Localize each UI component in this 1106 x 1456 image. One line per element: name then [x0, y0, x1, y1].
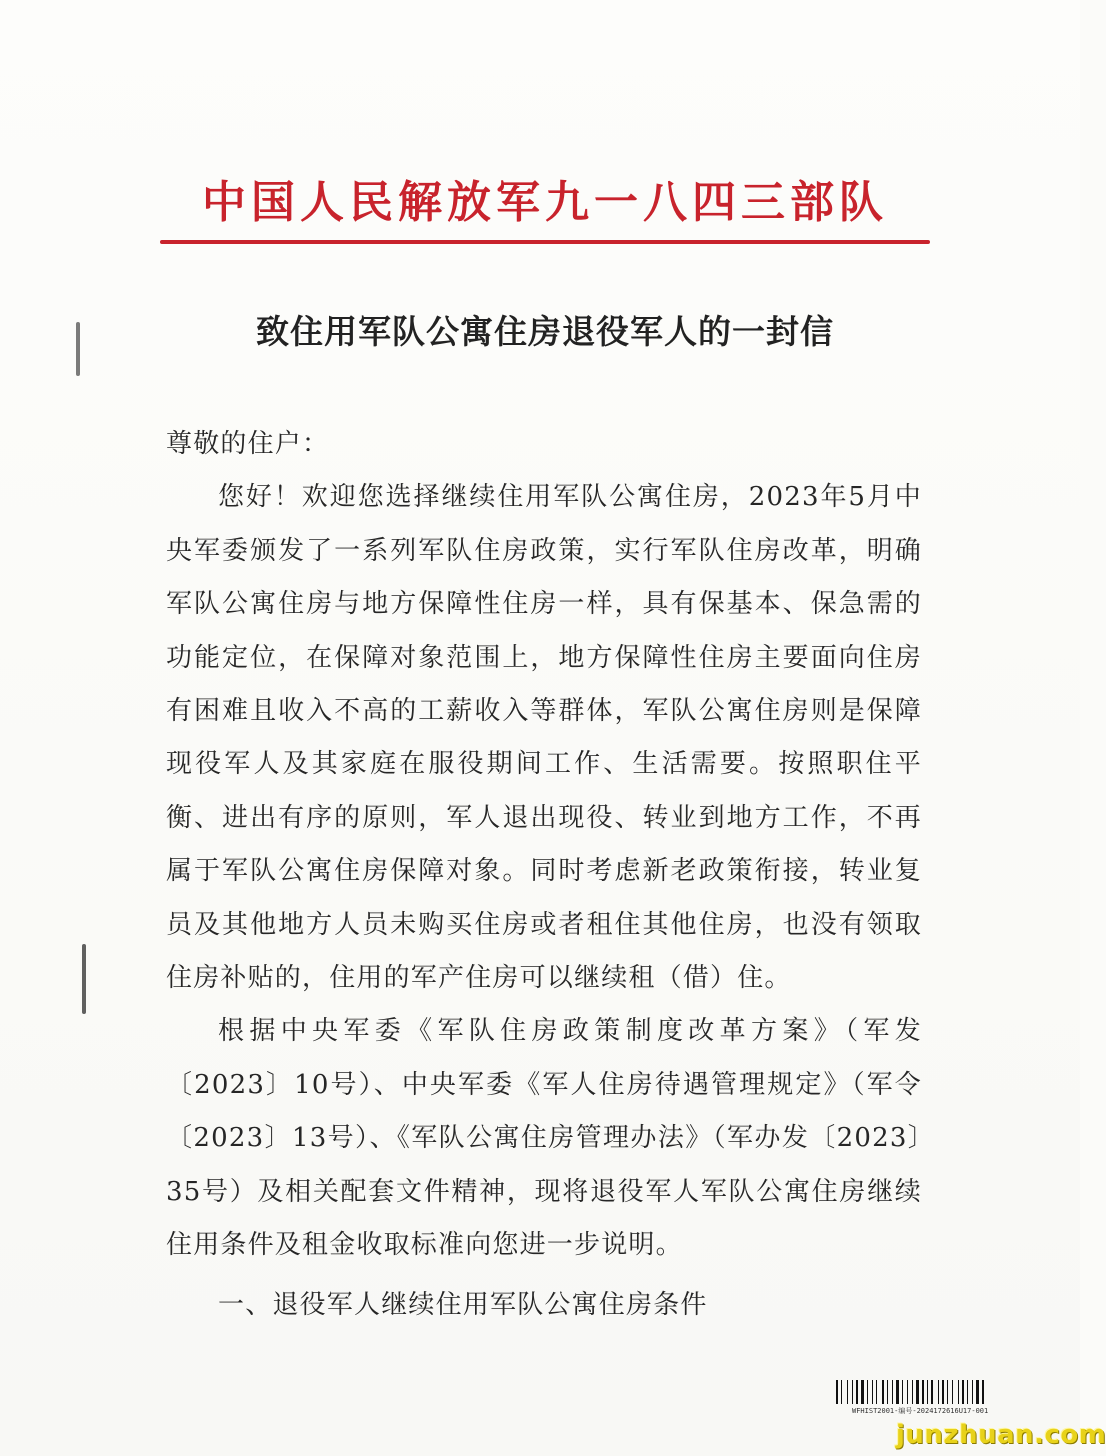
- barcode-bar: [841, 1380, 842, 1404]
- site-watermark: junzhuan.com: [896, 1420, 1106, 1450]
- barcode-bar: [887, 1380, 888, 1404]
- barcode-bar: [892, 1380, 893, 1404]
- barcode-bar: [847, 1380, 848, 1404]
- document-title: 致住用军队公寓住房退役军人的一封信: [256, 312, 834, 351]
- barcode-bar: [896, 1380, 899, 1404]
- barcode-bar: [867, 1380, 868, 1404]
- barcode-bar: [931, 1380, 933, 1404]
- paragraph-intro: 您好！欢迎您选择继续住用军队公寓住房，2023年5月中央军委颁发了一系列军队住房政策，实行军队住房改革，明确军队公寓住房与地方保障性住房一样，具有保基本、保急需的功能定位，在保障对象范围上，地方保障性住房主要面向住房有困难且收入不高的工薪收入等群体，军队公寓住房则是保障现役军人及其家庭在服役期间工作、生活需要。按照职住平衡、进出有序的原则，军人退出现役、转业到地方工作，不再属于军队公寓住房保障对象。同时考虑新老政策衔接，转业复员及其他地方人员未购买住房或者租住其他住房，也没有领取住房补贴的，住用的军产住房可以继续租（借）住。: [166, 482, 922, 994]
- letter-body: [166, 418, 922, 1332]
- barcode-bar: [836, 1380, 838, 1404]
- barcode-bar: [942, 1380, 944, 1404]
- barcode-bar: [907, 1380, 908, 1404]
- header-red-rule: [160, 240, 930, 244]
- barcode-bar: [902, 1380, 903, 1404]
- punch-hole-mark: [82, 944, 86, 1014]
- section-heading: 一、退役军人继续住用军队公寓住房条件: [218, 1289, 708, 1320]
- barcode-bar: [972, 1380, 973, 1404]
- punch-hole-mark: [76, 322, 80, 376]
- barcode-bar: [982, 1380, 984, 1404]
- paragraph-policy-basis: 根据中央军委《军队住房政策制度改革方案》（军发〔2023〕10号）、中央军委《军人住房待遇管理规定》（军令〔2023〕13号）、《军队公寓住房管理办法》（军办发〔2023〕35号）及相关配套文件精神，现将退役军人军队公寓住房继续住用条件及租金收取标准向您进一步说明。: [166, 1016, 922, 1261]
- barcode-bar: [856, 1380, 858, 1404]
- barcode-bar: [952, 1380, 953, 1404]
- barcode-caption: WFHIST2001-编号-2024172616U17-001: [852, 1407, 989, 1415]
- barcode-bar: [967, 1380, 968, 1404]
- barcode-bar: [852, 1380, 853, 1404]
- barcode-bar: [861, 1380, 864, 1404]
- barcode-bar: [958, 1380, 959, 1404]
- barcode-bar: [976, 1380, 979, 1404]
- salutation: 尊敬的住户：: [166, 429, 330, 459]
- barcode-bar: [872, 1380, 873, 1404]
- barcode: [836, 1380, 1020, 1404]
- barcode-bar: [962, 1380, 964, 1404]
- organization-header: 中国人民解放军九一八四三部队: [202, 177, 888, 228]
- barcode-bar: [922, 1380, 924, 1404]
- barcode-bar: [938, 1380, 939, 1404]
- barcode-bar: [912, 1380, 913, 1404]
- barcode-bar: [876, 1380, 877, 1404]
- barcode-bar: [947, 1380, 948, 1404]
- barcode-bar: [927, 1380, 928, 1404]
- barcode-bar: [916, 1380, 919, 1404]
- barcode-bar: [882, 1380, 884, 1404]
